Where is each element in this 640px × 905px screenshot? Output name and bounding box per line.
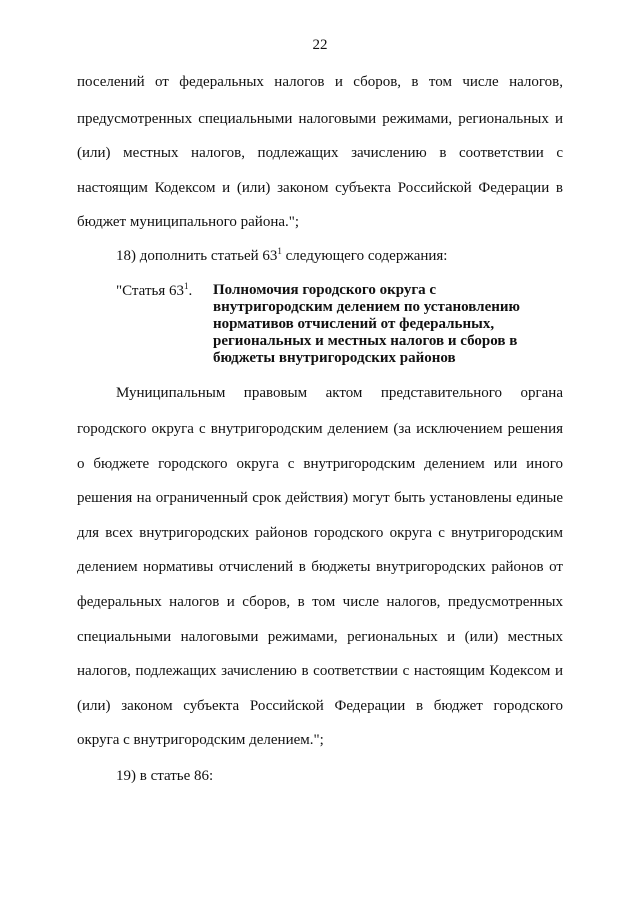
para1-line-3: (или) местных налогов, подлежащих зачислению в соответствии с <box>77 145 563 161</box>
para1-line-5: бюджет муниципального района."; <box>77 214 300 230</box>
article-title-line-5: бюджеты внутригородских районов <box>213 350 456 366</box>
para1-line-1: поселений от федеральных налогов и сборов, в том числе налогов, <box>77 74 563 90</box>
para2-line-1: Муниципальным правовым актом представительного органа <box>116 385 563 401</box>
para2-line-6: делением нормативы отчислений в бюджеты внутригородских районов от <box>77 559 563 575</box>
para2-line-8: специальными налоговыми режимами, региональных и (или) местных <box>77 629 563 645</box>
para2-line-5: для всех внутригородских районов городского округа с внутригородским <box>77 525 563 541</box>
article-label-before: "Статья 63 <box>116 283 184 299</box>
para1-line-4: настоящим Кодексом и (или) законом субъекта Российской Федерации в <box>77 180 563 196</box>
item-18-text-before: 18) дополнить статьей 63 <box>116 248 278 264</box>
article-title <box>213 282 563 367</box>
para2-line-7: федеральных налогов и сборов, в том числе налогов, предусмотренных <box>77 594 563 610</box>
article-title-line-1: Полномочия городского округа с <box>213 282 437 298</box>
para2-line-4: решения на ограниченный срок действия) могут быть установлены единые <box>77 490 563 506</box>
para1-line-2: предусмотренных специальными налоговыми режимами, региональных и <box>77 111 563 127</box>
para2-line-11: округа с внутригородским делением."; <box>77 732 324 748</box>
article-label <box>116 282 192 300</box>
item-18-text-after: следующего содержания: <box>281 248 448 264</box>
item-18 <box>116 247 447 265</box>
page-number: 22 <box>312 37 328 53</box>
article-label-after: . <box>188 283 193 299</box>
article-title-line-2: внутригородским делением по установлению <box>213 299 520 315</box>
article-title-line-4: региональных и местных налогов и сборов в <box>213 333 518 349</box>
para2-line-9: налогов, подлежащих зачислению в соответствии с настоящим Кодексом и <box>77 663 563 679</box>
article-label-superscript: 1 <box>183 281 189 291</box>
para2-line-10: (или) законом субъекта Российской Федерации в бюджет городского <box>77 698 563 714</box>
para2-line-3: о бюджете городского округа с внутригородским делением или иного <box>77 456 563 472</box>
item-18-superscript: 1 <box>277 246 282 256</box>
para2-line-2: городского округа с внутригородским делением (за исключением решения <box>77 421 563 437</box>
item-19: 19) в статье 86: <box>116 768 214 784</box>
article-title-line-3: нормативов отчислений от федеральных, <box>213 316 495 332</box>
